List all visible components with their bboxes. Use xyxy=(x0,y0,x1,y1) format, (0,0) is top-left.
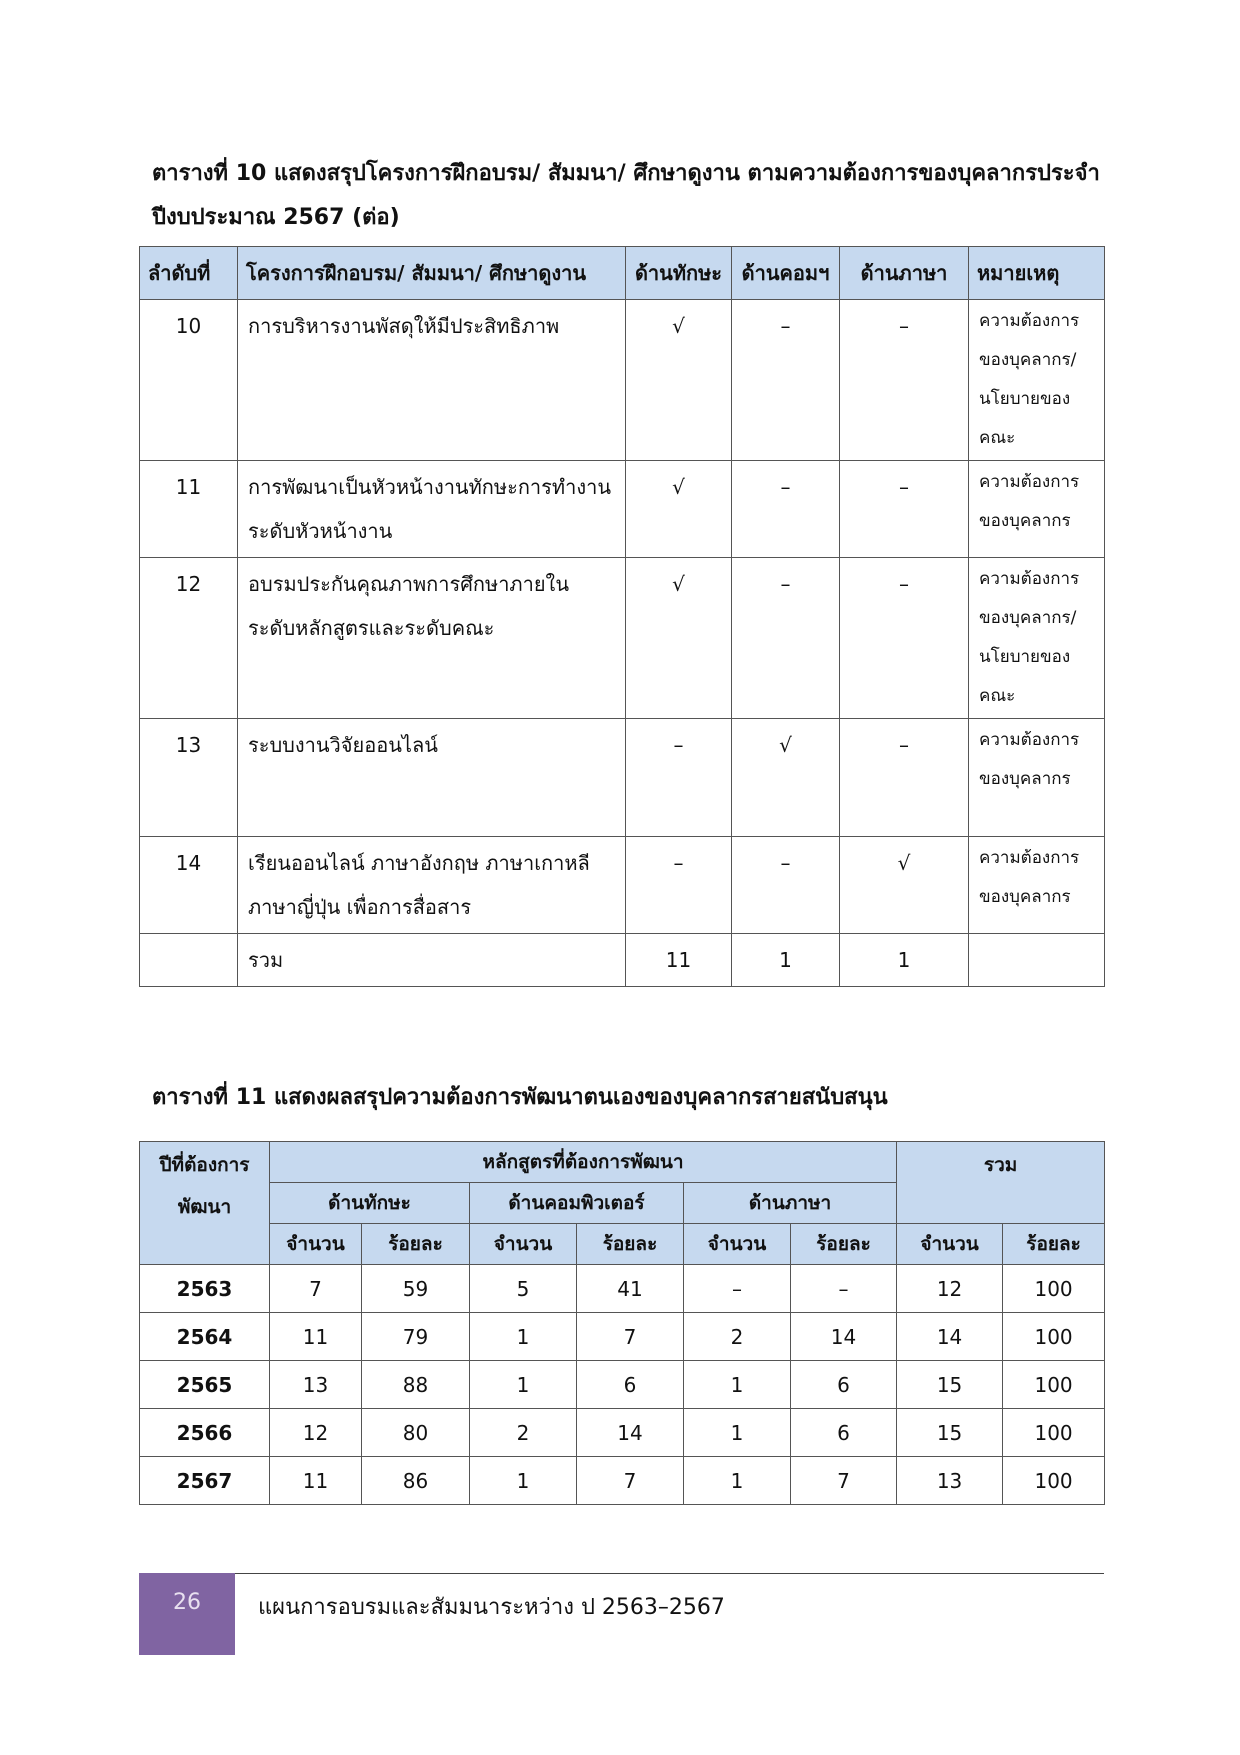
cell-computer-percent: 7 xyxy=(577,1457,684,1505)
row-project: อบรมประกันคุณภาพการศึกษาภายในระดับหลักสูตรและระดับคณะ xyxy=(238,558,626,719)
cell-skill-percent: 80 xyxy=(362,1409,470,1457)
header-count: จำนวน xyxy=(270,1224,362,1265)
cell-computer-percent: 7 xyxy=(577,1313,684,1361)
cell-total-count: 12 xyxy=(897,1265,1003,1313)
cell-total-count: 15 xyxy=(897,1361,1003,1409)
footer-title: แผนการอบรมและสัมมนาระหว่าง ป 2563–2567 xyxy=(258,1595,725,1620)
cell-skill-count: 7 xyxy=(270,1265,362,1313)
cell-language-count: 2 xyxy=(684,1313,791,1361)
row-skill-mark: – xyxy=(626,837,732,934)
row-no: 12 xyxy=(140,558,238,719)
cell-language-percent: 14 xyxy=(791,1313,897,1361)
total-label: รวม xyxy=(238,934,626,987)
cell-total-percent: 100 xyxy=(1003,1409,1105,1457)
header-count: จำนวน xyxy=(897,1224,1003,1265)
row-year: 2567 xyxy=(140,1457,270,1505)
cell-computer-count: 2 xyxy=(470,1409,577,1457)
cell-computer-percent: 14 xyxy=(577,1409,684,1457)
header-skill: ด้านทักษะ xyxy=(270,1183,470,1224)
table10-header-row xyxy=(140,247,1105,300)
row-language-mark: – xyxy=(840,461,969,558)
header-courses: หลักสูตรที่ต้องการพัฒนา xyxy=(270,1142,897,1183)
row-computer-mark: – xyxy=(732,837,840,934)
header-skill: ด้านทักษะ xyxy=(626,247,732,300)
row-no: 10 xyxy=(140,300,238,461)
cell-computer-count: 5 xyxy=(470,1265,577,1313)
cell-skill-count: 11 xyxy=(270,1457,362,1505)
header-year: ปีที่ต้องการพัฒนา xyxy=(140,1142,270,1265)
cell-total-percent: 100 xyxy=(1003,1457,1105,1505)
cell-computer-count: 1 xyxy=(470,1457,577,1505)
table10 xyxy=(139,246,1105,987)
row-remark: ความต้องการของบุคลากร xyxy=(969,461,1105,558)
cell-skill-count: 12 xyxy=(270,1409,362,1457)
header-computer: ด้านคอมฯ xyxy=(732,247,840,300)
cell-language-count: 1 xyxy=(684,1361,791,1409)
table-row xyxy=(140,837,1105,934)
header-percent: ร้อยละ xyxy=(791,1224,897,1265)
cell-language-count: 1 xyxy=(684,1409,791,1457)
table-row xyxy=(140,461,1105,558)
header-language: ด้านภาษา xyxy=(684,1183,897,1224)
row-language-mark: – xyxy=(840,719,969,837)
row-computer-mark: – xyxy=(732,558,840,719)
row-year: 2565 xyxy=(140,1361,270,1409)
table-row xyxy=(140,1409,1105,1457)
cell-computer-count: 1 xyxy=(470,1361,577,1409)
table11-caption: ตารางที่ 11 แสดงผลสรุปความต้องการพัฒนาตนเองของบุคลากรสายสนับสนุน xyxy=(152,1085,888,1110)
table-row xyxy=(140,1265,1105,1313)
header-percent: ร้อยละ xyxy=(1003,1224,1105,1265)
header-percent: ร้อยละ xyxy=(362,1224,470,1265)
header-percent: ร้อยละ xyxy=(577,1224,684,1265)
table-row xyxy=(140,1313,1105,1361)
header-count: จำนวน xyxy=(470,1224,577,1265)
total-language: 1 xyxy=(840,934,969,987)
row-remark: ความต้องการของบุคลากร xyxy=(969,719,1105,837)
cell-computer-count: 1 xyxy=(470,1313,577,1361)
row-language-mark: – xyxy=(840,558,969,719)
cell-total-percent: 100 xyxy=(1003,1265,1105,1313)
table-row xyxy=(140,1457,1105,1505)
row-no: 14 xyxy=(140,837,238,934)
total-no xyxy=(140,934,238,987)
header-language: ด้านภาษา xyxy=(840,247,969,300)
header-computer: ด้านคอมพิวเตอร์ xyxy=(470,1183,684,1224)
cell-skill-count: 11 xyxy=(270,1313,362,1361)
cell-skill-percent: 86 xyxy=(362,1457,470,1505)
cell-computer-percent: 41 xyxy=(577,1265,684,1313)
row-no: 11 xyxy=(140,461,238,558)
row-skill-mark: √ xyxy=(626,461,732,558)
row-remark: ความต้องการของบุคลากร xyxy=(969,837,1105,934)
row-skill-mark: √ xyxy=(626,300,732,461)
cell-total-count: 14 xyxy=(897,1313,1003,1361)
row-skill-mark: √ xyxy=(626,558,732,719)
header-no: ลำดับที่ xyxy=(140,247,238,300)
cell-skill-percent: 79 xyxy=(362,1313,470,1361)
cell-skill-percent: 88 xyxy=(362,1361,470,1409)
table11-header-row xyxy=(140,1142,1105,1183)
table-row xyxy=(140,300,1105,461)
page-number: 26 xyxy=(173,1590,201,1615)
cell-language-percent: 7 xyxy=(791,1457,897,1505)
total-skill: 11 xyxy=(626,934,732,987)
row-computer-mark: – xyxy=(732,300,840,461)
cell-computer-percent: 6 xyxy=(577,1361,684,1409)
row-year: 2563 xyxy=(140,1265,270,1313)
row-language-mark: √ xyxy=(840,837,969,934)
header-total: รวม xyxy=(897,1142,1105,1224)
row-skill-mark: – xyxy=(626,719,732,837)
row-computer-mark: √ xyxy=(732,719,840,837)
row-language-mark: – xyxy=(840,300,969,461)
table-row xyxy=(140,1361,1105,1409)
header-count: จำนวน xyxy=(684,1224,791,1265)
table11-unit-row xyxy=(140,1224,1105,1265)
cell-language-count: 1 xyxy=(684,1457,791,1505)
cell-language-count: – xyxy=(684,1265,791,1313)
total-computer: 1 xyxy=(732,934,840,987)
cell-total-percent: 100 xyxy=(1003,1361,1105,1409)
footer-divider xyxy=(235,1573,1104,1574)
row-remark: ความต้องการของบุคลากร/นโยบายของคณะ xyxy=(969,300,1105,461)
cell-skill-count: 13 xyxy=(270,1361,362,1409)
cell-total-count: 13 xyxy=(897,1457,1003,1505)
row-remark: ความต้องการของบุคลากร/นโยบายของคณะ xyxy=(969,558,1105,719)
header-project: โครงการฝึกอบรม/ สัมมนา/ ศึกษาดูงาน xyxy=(238,247,626,300)
row-year: 2564 xyxy=(140,1313,270,1361)
cell-total-count: 15 xyxy=(897,1409,1003,1457)
row-computer-mark: – xyxy=(732,461,840,558)
page-number-box xyxy=(139,1573,235,1655)
row-project: การพัฒนาเป็นหัวหน้างานทักษะการทำงานระดับหัวหน้างาน xyxy=(238,461,626,558)
cell-language-percent: – xyxy=(791,1265,897,1313)
cell-total-percent: 100 xyxy=(1003,1313,1105,1361)
row-no: 13 xyxy=(140,719,238,837)
cell-language-percent: 6 xyxy=(791,1409,897,1457)
table10-caption: ตารางที่ 10 แสดงสรุปโครงการฝึกอบรม/ สัมมนา/ ศึกษาดูงาน ตามความต้องการของบุคลากรประจำปีงบประมาณ 2567 (ต่อ) xyxy=(152,161,1100,230)
header-remark: หมายเหตุ xyxy=(969,247,1105,300)
row-project: ระบบงานวิจัยออนไลน์ xyxy=(238,719,626,837)
cell-skill-percent: 59 xyxy=(362,1265,470,1313)
table10-total-row xyxy=(140,934,1105,987)
row-project: เรียนออนไลน์ ภาษาอังกฤษ ภาษาเกาหลี ภาษาญี่ปุ่น เพื่อการสื่อสาร xyxy=(238,837,626,934)
table11 xyxy=(139,1141,1105,1505)
table-row xyxy=(140,719,1105,837)
row-year: 2566 xyxy=(140,1409,270,1457)
cell-language-percent: 6 xyxy=(791,1361,897,1409)
total-remark xyxy=(969,934,1105,987)
row-project: การบริหารงานพัสดุให้มีประสิทธิภาพ xyxy=(238,300,626,461)
table-row xyxy=(140,558,1105,719)
